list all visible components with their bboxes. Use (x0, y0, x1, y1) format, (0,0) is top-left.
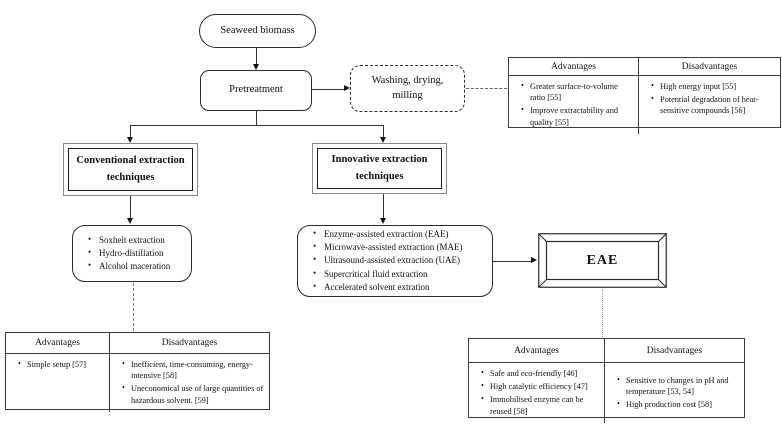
node-seaweed-biomass-label: Seaweed biomass (220, 24, 295, 36)
table-header-disadvantages: Disadvantages (109, 333, 269, 354)
list-item: • Alcohol maceration (88, 260, 170, 273)
connector-conventional-methods (130, 196, 131, 218)
table-pretreatment-pros-cons (508, 57, 781, 128)
list-item: • Microwave-assisted extraction (MAE) (313, 241, 462, 254)
list-item: • Enzyme-assisted extraction (EAE) (313, 228, 462, 241)
list-item: • High production cost [58] (617, 399, 740, 410)
list-item: • Safe and eco-friendly [46] (481, 368, 600, 379)
table-cell-disadvantages (638, 76, 780, 134)
node-washing-label: Washing, drying, milling (371, 75, 444, 101)
node-innovative-techniques (312, 143, 447, 194)
table-cell-disadvantages (604, 363, 744, 423)
node-conventional-techniques (63, 143, 198, 196)
connector-conventional-table (133, 283, 134, 331)
node-innovative-methods (297, 225, 493, 297)
arrowhead-innovative (380, 137, 386, 143)
node-washing-drying-milling (350, 65, 465, 112)
node-pretreatment-label: Pretreatment (229, 84, 283, 96)
conventional-methods-list (73, 234, 174, 273)
table-conventional-pros-cons (5, 332, 270, 410)
table-header-disadvantages: Disadvantages (638, 58, 780, 76)
table-cell-advantages (509, 76, 638, 134)
list-item: • Immobilised enzyme can be reused [58] (481, 394, 600, 416)
connector-methods-eae (493, 261, 531, 262)
list-item: • Greater surface-to-volume ratio [55] (521, 81, 634, 103)
innovative-methods-list (298, 228, 466, 293)
arrowhead-pretreatment (253, 64, 259, 70)
list-item: • Inefficient, time-consuming, energy-intensive [58] (122, 359, 265, 381)
node-eae-label: EAE (586, 252, 619, 268)
list-item: • Simple setup [57] (18, 359, 105, 370)
connector-innovative-methods (383, 194, 384, 218)
node-conventional-methods (72, 225, 192, 282)
connector-split-horizontal (130, 125, 383, 126)
table-cell-advantages (469, 363, 604, 423)
list-item: • Sensitive to changes in pH and temperature [53, 54] (617, 375, 740, 397)
list-item: • Hydro-distillation (88, 247, 170, 260)
arrowhead-eae (531, 257, 537, 263)
table-header-disadvantages: Disadvantages (604, 339, 744, 363)
list-item: • Potential degradation of heat-sensitive compounds [56] (651, 94, 776, 116)
table-header-advantages: Advantages (509, 58, 638, 76)
connector-split-conventional (130, 125, 131, 137)
list-item: • Uneconomical use of large quantities of hazardous solvent. [59] (122, 383, 265, 405)
list-item: • Supercritical fluid extraction (313, 268, 462, 281)
connector-seaweed-pretreatment (256, 48, 257, 64)
table-header-advantages: Advantages (6, 333, 109, 354)
node-conventional-label: Conventional extraction techniques (68, 148, 193, 191)
node-seaweed-biomass (199, 14, 316, 48)
arrowhead-innovative-methods (380, 218, 386, 224)
node-pretreatment (200, 70, 312, 111)
list-item: • High energy input [55] (651, 81, 776, 92)
list-item: • Ultrasound-assisted extraction (UAE) (313, 254, 462, 267)
list-item: • Improve extractability and quality [55] (521, 105, 634, 127)
arrowhead-washing (344, 85, 350, 91)
table-cell-disadvantages (109, 354, 269, 412)
list-item: • Soxhelt extraction (88, 234, 170, 247)
connector-washing-table (466, 88, 507, 89)
table-header-advantages: Advantages (469, 339, 604, 363)
node-innovative-label: Innovative extraction techniques (317, 148, 442, 189)
connector-pretreatment-split (256, 111, 257, 125)
connector-split-innovative (383, 125, 384, 137)
connector-pretreatment-washing (312, 89, 344, 90)
arrowhead-conventional (127, 137, 133, 143)
table-cell-advantages (6, 354, 109, 412)
list-item: • High catalytic efficiency [47] (481, 381, 600, 392)
node-eae (538, 233, 667, 288)
arrowhead-conventional-methods (127, 218, 133, 224)
list-item: • Accelerated solvent extration (313, 281, 462, 294)
table-eae-pros-cons (468, 338, 745, 418)
connector-eae-table (602, 289, 603, 337)
